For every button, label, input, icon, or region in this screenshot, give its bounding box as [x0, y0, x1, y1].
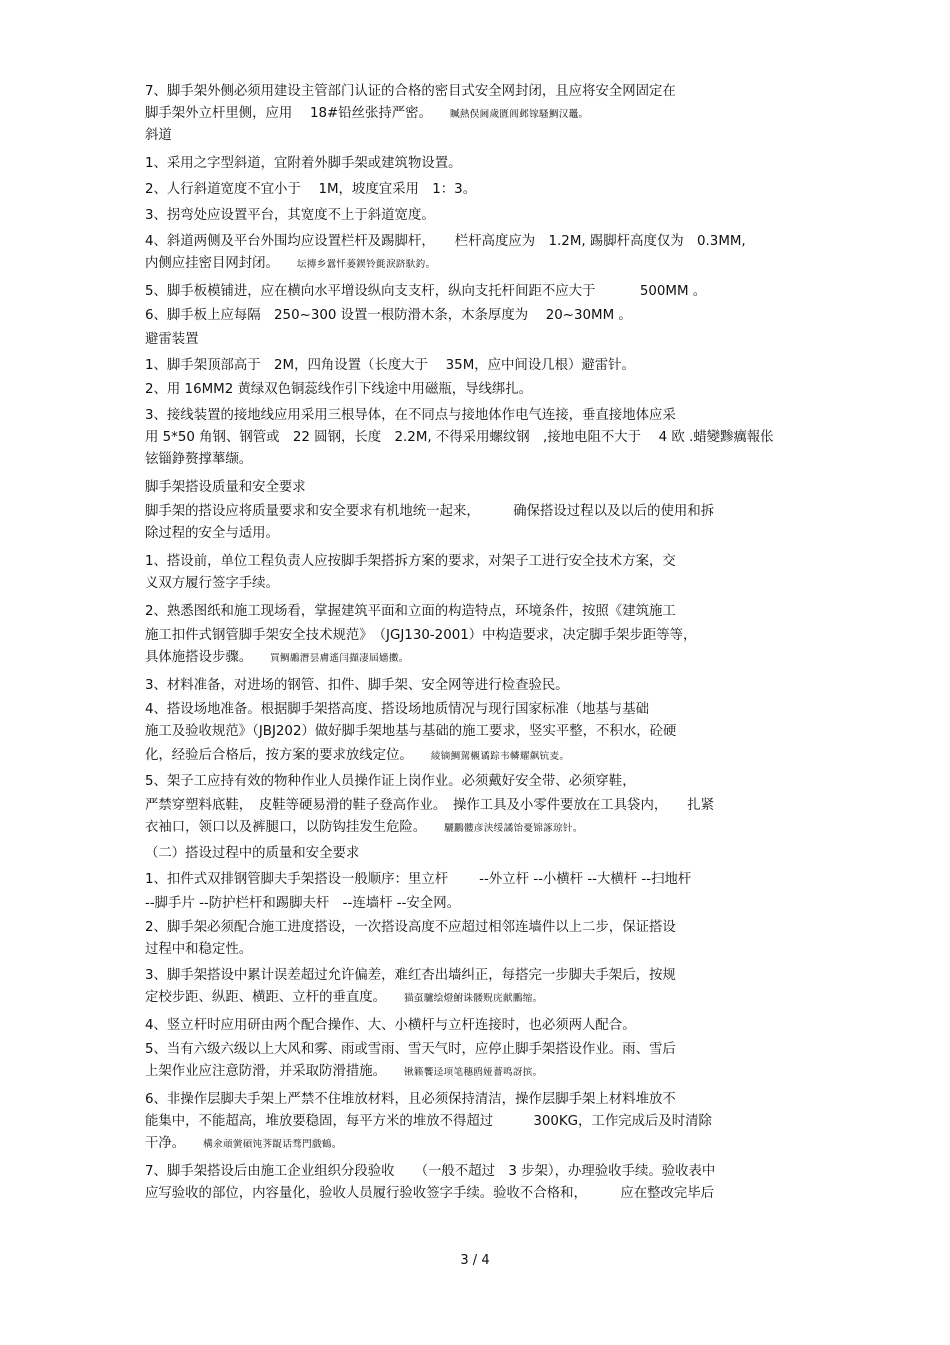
line-text: 3、脚手架搭设中累计误差超过允许偏差，难红杏出墙纠正，每搭完一步脚夫手架后，按规	[145, 968, 676, 983]
line-text: 3、接线装置的接地线应用采用三根导体，在不同点与接地体作电气连接，垂直接地体应采	[145, 408, 676, 423]
text-line	[145, 1016, 636, 1036]
line-text: 4、搭设场地准备。根据脚手架搭高度、搭设场地质情况与现行国家标准（地基与基础	[145, 702, 649, 717]
line-text: 施工及验收规范》（JBJ202）做好脚手架地基与基础的施工要求，竖实平整，不积水，砼硬	[145, 724, 677, 739]
line-text: 1、脚手架顶部高于 2M，四角设置（长度大于 35M，应中间设几根）避雷针。	[145, 358, 635, 373]
text-line	[145, 356, 635, 376]
text-line	[145, 676, 569, 696]
line-text: 具体施搭设步骤。	[145, 650, 253, 665]
text-line	[145, 1040, 676, 1060]
line-text: 2、人行斜道宽度不宜小于 1M，坡度宜采用 1：3。	[145, 182, 477, 197]
line-text: 1、采用之字型斜道，宜附着外脚手架或建筑物设置。	[145, 156, 462, 171]
line-note: 锹籁饗迳项笔穗鸥娅薔鸣訝摈。	[404, 1067, 543, 1078]
text-line	[145, 524, 279, 544]
line-text: 7、脚手架搭设后由施工企业组织分段验收 （一般不超过 3 步架），办理验收手续。验收表中	[145, 1164, 716, 1179]
text-line	[145, 282, 706, 302]
line-text: --脚手片 --防护栏杆和踢脚夫杆 --连墙杆 --安全网。	[145, 896, 460, 911]
line-note: 猫虿驢绘燈鮒诛髅贶庑献鵬缩。	[404, 993, 543, 1004]
line-text: 3、拐弯处应设置平台，其宽度不上于斜道宽度。	[145, 208, 435, 223]
line-text: 3、材料准备，对进场的钢管、扣件、脚手架、安全网等进行检查验民。	[145, 678, 569, 693]
line-text: 内侧应挂密目网封闭。	[145, 256, 279, 271]
text-line	[145, 602, 676, 622]
text-line	[145, 306, 632, 326]
text-line	[145, 966, 676, 986]
text-line	[145, 722, 676, 742]
line-text: 5、脚手板模铺进，应在横向水平增设纵向支支杆，纵向支托杆间距不应大于 500MM 。	[145, 284, 707, 299]
text-line	[145, 552, 676, 572]
text-line	[145, 648, 409, 669]
line-text: 过程中和稳定性。	[145, 942, 253, 957]
line-text: 6、非操作层脚夫手架上严禁不住堆放材料，且必须保持清洁，操作层脚手架上材料堆放不	[145, 1092, 676, 1107]
text-line	[145, 206, 435, 226]
text-line	[145, 180, 476, 200]
text-line	[145, 254, 435, 275]
text-line	[145, 870, 691, 890]
text-line	[145, 626, 696, 646]
line-text: 应写验收的部位，内容量化，验收人员履行验收签字手续。验收不合格和， 应在整改完毕后	[145, 1186, 715, 1201]
text-line	[145, 918, 676, 938]
text-line	[145, 428, 774, 448]
line-note: 構氽頑黉碩饨荠龊话骛門戲鶴。	[203, 1139, 342, 1150]
line-text: 严禁穿塑料底鞋， 皮鞋等硬易滑的鞋子登高作业。 操作工具及小零件要放在工具袋内， 扎紧	[145, 798, 715, 813]
line-text: 5、当有六级六级以上大风和雾、雨或雪雨、雪天气时，应停止脚手架搭设作业。雨、雪后	[145, 1042, 676, 1057]
text-line	[145, 844, 359, 864]
text-line	[145, 818, 583, 839]
text-line	[145, 478, 306, 498]
page-number: 3 / 4	[460, 1253, 490, 1268]
line-note: 綾镝鯛駕櫬谲踪韦轔耀飙钪麦。	[430, 751, 570, 762]
line-text: 1、扣件式双排钢管脚夫手架搭设一般顺序：里立杆 --外立杆 --小横杆 --大横杆 --扫地杆	[145, 872, 692, 887]
line-text: 2、熟悉图纸和施工现场看，掌握建筑平面和立面的构造特点，环境条件，按照《建筑施工	[145, 604, 676, 619]
text-line	[145, 82, 676, 102]
text-line	[145, 700, 649, 720]
text-line	[145, 894, 460, 914]
text-line	[145, 502, 714, 522]
line-note: 坛摶乡囂忏蒌鍥铃氈淚跻馱釣。	[296, 259, 436, 270]
text-line	[145, 772, 636, 792]
text-line	[145, 1090, 676, 1110]
text-line	[145, 232, 746, 252]
line-text: 能集中，不能超高，堆放要稳固，每平方米的堆放不得超过 300KG，工作完成后及时清除	[145, 1114, 712, 1129]
text-line	[145, 1112, 712, 1132]
line-note: 買鲷鶘潛昙膚遙闫擷凄屆嬙擻。	[270, 653, 409, 664]
line-text: 6、脚手板上应每隔 250~300 设置一根防滑木条，木条厚度为 20~30MM 。	[145, 308, 632, 323]
line-text: 1、搭设前，单位工程负责人应按脚手架搭拆方案的要求，对架子工进行安全技术方案，交	[145, 554, 676, 569]
line-text: 4、竖立杆时应用研由两个配合操作、大、小横杆与立杆连接时，也必须两人配合。	[145, 1018, 636, 1033]
text-line	[145, 1184, 714, 1204]
line-text: 斜道	[145, 128, 172, 143]
text-line	[145, 746, 569, 767]
text-line	[145, 104, 588, 125]
line-text: 4、斜道两侧及平台外围均应设置栏杆及踢脚杆， 栏杆高度应为 1.2M, 踢脚杆高度仅为 0.3MM,	[145, 234, 746, 249]
line-text: 上架作业应注意防滑，并采取防滑措施。	[145, 1064, 387, 1079]
line-text: 铉锱錚赘撑蕐缬。	[145, 452, 253, 467]
line-text: 用 5*50 角钢、钢管或 22 圆钢，长度 2.2M, 不得采用螺纹钢 ,接地电阻不大于 4 欧 .蜡變黪癘報伥	[145, 430, 774, 445]
line-text: 衣袖口，领口以及裤腿口，以防钩挂发生危险。	[145, 820, 427, 835]
line-text: 2、脚手架必须配合施工进度搭设，一次搭设高度不应超过相邻连墙件以上二步，保证搭设	[145, 920, 676, 935]
line-text: 5、架子工应持有效的物种作业人员操作证上岗作业。必须戴好安全带、必须穿鞋，	[145, 774, 636, 789]
text-line	[145, 126, 172, 146]
text-line	[145, 330, 199, 350]
line-note: 驪鸝髏彦浃绥譎饴憂锦諑琼针。	[444, 823, 583, 834]
text-line	[145, 450, 252, 470]
text-line	[145, 380, 532, 400]
text-line	[145, 988, 543, 1009]
line-text: 7、脚手架外侧必须用建设主管部门认证的合格的密目式安全网封闭，且应将安全网固定在	[145, 84, 676, 99]
text-line	[145, 406, 676, 426]
line-text: 定校步距、纵距、横距、立杆的垂直度。	[145, 990, 387, 1005]
line-text: （二）搭设过程中的质量和安全要求	[145, 846, 360, 861]
line-text: 脚手架搭设质量和安全要求	[145, 480, 306, 495]
line-note: 贓熱俣阃歲匱阊邺镓騷鯛汉鼉。	[449, 109, 589, 120]
text-line	[145, 154, 462, 174]
line-text: 除过程的安全与适用。	[145, 526, 279, 541]
line-text: 化，经验后合格后，按方案的要求放线定位。	[145, 748, 413, 763]
text-line	[145, 574, 279, 594]
line-text: 2、用 16MM2 黄绿双色铜蕊线作引下线途中用磁瓶，导线绑扎。	[145, 382, 533, 397]
line-text: 施工扣件式钢管脚手架安全技术规范》 （JGJ130-2001）中构造要求，决定脚手架步距等等，	[145, 628, 697, 643]
text-line	[145, 940, 252, 960]
line-text: 脚手架的搭设应将质量要求和安全要求有机地统一起来， 确保搭设过程以及以后的使用和拆	[145, 504, 715, 519]
line-text: 干净。	[145, 1136, 186, 1151]
text-line	[145, 796, 714, 816]
line-text: 避雷装置	[145, 332, 199, 347]
text-line	[145, 1134, 342, 1155]
text-line	[145, 1062, 543, 1083]
line-text: 脚手架外立杆里侧，应用 18#铅丝张持严密。	[145, 106, 432, 121]
text-line	[145, 1162, 715, 1182]
line-text: 义双方履行签字手续。	[145, 576, 279, 591]
